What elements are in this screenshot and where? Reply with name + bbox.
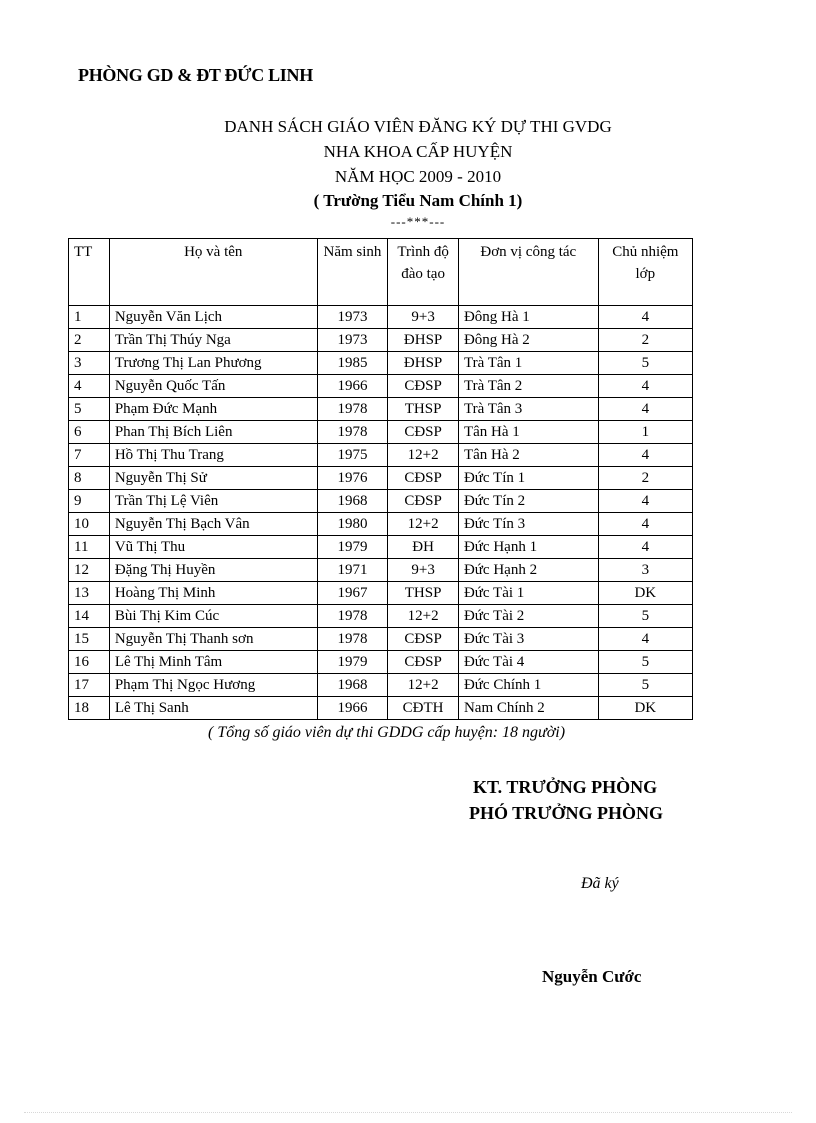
birth-year-cell: 1978 — [317, 605, 388, 628]
homeroom-class-cell: 2 — [598, 467, 692, 490]
qualification-cell: THSP — [388, 398, 459, 421]
birth-year-cell: 1967 — [317, 582, 388, 605]
table-row — [69, 444, 693, 467]
table-row — [69, 375, 693, 398]
total-summary: ( Tổng số giáo viên dự thi GDDG cấp huyện: 18 người) — [208, 724, 566, 741]
workplace-cell: Đức Tài 1 — [458, 582, 598, 605]
department-name: PHÒNG GD & ĐT ĐỨC LINH — [78, 65, 313, 85]
qualification-cell: 9+3 — [388, 559, 459, 582]
birth-year-cell: 1985 — [317, 352, 388, 375]
workplace-cell: Đức Tín 1 — [458, 467, 598, 490]
qualification-cell: 9+3 — [388, 306, 459, 329]
index-cell: 2 — [69, 329, 110, 352]
index-cell: 6 — [69, 421, 110, 444]
qualification-cell: THSP — [388, 582, 459, 605]
title-divider: ---***--- — [390, 214, 446, 229]
document-title-line-2: NHA KHOA CẤP HUYỆN — [323, 142, 513, 161]
signed-note: Đã ký — [581, 875, 619, 892]
workplace-cell: Trà Tân 3 — [458, 398, 598, 421]
qualification-cell: 12+2 — [388, 674, 459, 697]
birth-year-cell: 1973 — [317, 306, 388, 329]
qualification-cell: ĐH — [388, 536, 459, 559]
index-cell: 10 — [69, 513, 110, 536]
index-cell: 18 — [69, 697, 110, 720]
homeroom-class-cell: 4 — [598, 490, 692, 513]
birth-year-cell: 1966 — [317, 697, 388, 720]
name-cell: Trần Thị Lệ Viên — [109, 490, 317, 513]
table-row — [69, 306, 693, 329]
workplace-cell: Nam Chính 2 — [458, 697, 598, 720]
homeroom-class-cell: 1 — [598, 421, 692, 444]
homeroom-class-cell: 4 — [598, 536, 692, 559]
birth-year-cell: 1968 — [317, 674, 388, 697]
workplace-cell: Đức Hạnh 2 — [458, 559, 598, 582]
name-cell: Lê Thị Minh Tâm — [109, 651, 317, 674]
school-name: ( Trường Tiểu Nam Chính 1) — [313, 191, 523, 210]
homeroom-class-cell: 4 — [598, 513, 692, 536]
index-cell: 15 — [69, 628, 110, 651]
index-cell: 3 — [69, 352, 110, 375]
table-row — [69, 490, 693, 513]
birth-year-cell: 1966 — [317, 375, 388, 398]
birth-year-cell: 1975 — [317, 444, 388, 467]
name-cell: Nguyễn Thị Bạch Vân — [109, 513, 317, 536]
document-title-line-1: DANH SÁCH GIÁO VIÊN ĐĂNG KÝ DỰ THI GVDG — [224, 117, 612, 136]
index-cell: 9 — [69, 490, 110, 513]
name-cell: Nguyễn Thị Thanh sơn — [109, 628, 317, 651]
qualification-cell: CĐSP — [388, 490, 459, 513]
table-row — [69, 536, 693, 559]
table-row — [69, 674, 693, 697]
school-year: NĂM HỌC 2009 - 2010 — [334, 167, 502, 186]
index-cell: 14 — [69, 605, 110, 628]
homeroom-class-cell: 5 — [598, 605, 692, 628]
column-header-birth-year: Năm sinh — [317, 239, 388, 306]
qualification-cell: CĐTH — [388, 697, 459, 720]
homeroom-class-cell: 5 — [598, 674, 692, 697]
homeroom-class-cell: 3 — [598, 559, 692, 582]
name-cell: Phan Thị Bích Liên — [109, 421, 317, 444]
table-row — [69, 513, 693, 536]
qualification-cell: CĐSP — [388, 651, 459, 674]
qualification-cell: CĐSP — [388, 628, 459, 651]
qualification-cell: ĐHSP — [388, 352, 459, 375]
qualification-cell: CĐSP — [388, 467, 459, 490]
homeroom-class-cell: 4 — [598, 628, 692, 651]
column-header-homeroom-class: Chủ nhiệm lớp — [598, 239, 692, 306]
qualification-cell: CĐSP — [388, 375, 459, 398]
index-cell: 17 — [69, 674, 110, 697]
homeroom-class-cell: 2 — [598, 329, 692, 352]
homeroom-class-cell: 4 — [598, 398, 692, 421]
table-row — [69, 559, 693, 582]
workplace-cell: Tân Hà 1 — [458, 421, 598, 444]
homeroom-class-cell: 4 — [598, 375, 692, 398]
qualification-cell: 12+2 — [388, 513, 459, 536]
workplace-cell: Đông Hà 2 — [458, 329, 598, 352]
workplace-cell: Trà Tân 2 — [458, 375, 598, 398]
table-row — [69, 329, 693, 352]
birth-year-cell: 1968 — [317, 490, 388, 513]
table-row — [69, 582, 693, 605]
index-cell: 7 — [69, 444, 110, 467]
birth-year-cell: 1976 — [317, 467, 388, 490]
column-header-qualification: Trình độ đào tạo — [388, 239, 459, 306]
column-header-workplace: Đơn vị công tác — [458, 239, 598, 306]
column-header-name: Họ và tên — [109, 239, 317, 306]
table-row — [69, 352, 693, 375]
birth-year-cell: 1979 — [317, 651, 388, 674]
qualification-cell: 12+2 — [388, 444, 459, 467]
homeroom-class-cell: 5 — [598, 352, 692, 375]
table-row — [69, 697, 693, 720]
birth-year-cell: 1973 — [317, 329, 388, 352]
workplace-cell: Đức Tín 3 — [458, 513, 598, 536]
table-row — [69, 651, 693, 674]
workplace-cell: Đức Tài 2 — [458, 605, 598, 628]
birth-year-cell: 1978 — [317, 398, 388, 421]
table-row — [69, 398, 693, 421]
birth-year-cell: 1978 — [317, 421, 388, 444]
workplace-cell: Đức Tài 3 — [458, 628, 598, 651]
index-cell: 1 — [69, 306, 110, 329]
birth-year-cell: 1979 — [317, 536, 388, 559]
qualification-cell: ĐHSP — [388, 329, 459, 352]
name-cell: Trương Thị Lan Phương — [109, 352, 317, 375]
index-cell: 5 — [69, 398, 110, 421]
index-cell: 16 — [69, 651, 110, 674]
name-cell: Trần Thị Thúy Nga — [109, 329, 317, 352]
homeroom-class-cell: 5 — [598, 651, 692, 674]
name-cell: Nguyễn Quốc Tấn — [109, 375, 317, 398]
signer-title-line-1: KT. TRƯỞNG PHÒNG — [473, 777, 658, 797]
column-header-index: TT — [69, 239, 110, 306]
name-cell: Nguyễn Thị Sử — [109, 467, 317, 490]
birth-year-cell: 1978 — [317, 628, 388, 651]
table-row — [69, 605, 693, 628]
workplace-cell: Đức Chính 1 — [458, 674, 598, 697]
workplace-cell: Trà Tân 1 — [458, 352, 598, 375]
index-cell: 13 — [69, 582, 110, 605]
workplace-cell: Tân Hà 2 — [458, 444, 598, 467]
table-header-row — [69, 239, 693, 306]
qualification-cell: 12+2 — [388, 605, 459, 628]
index-cell: 4 — [69, 375, 110, 398]
workplace-cell: Đức Hạnh 1 — [458, 536, 598, 559]
name-cell: Nguyễn Văn Lịch — [109, 306, 317, 329]
table-row — [69, 421, 693, 444]
page-bottom-rule — [24, 1112, 792, 1113]
homeroom-class-cell: 4 — [598, 444, 692, 467]
name-cell: Hồ Thị Thu Trang — [109, 444, 317, 467]
workplace-cell: Đức Tài 4 — [458, 651, 598, 674]
name-cell: Hoàng Thị Minh — [109, 582, 317, 605]
homeroom-class-cell: DK — [598, 582, 692, 605]
workplace-cell: Đông Hà 1 — [458, 306, 598, 329]
name-cell: Vũ Thị Thu — [109, 536, 317, 559]
signer-title-line-2: PHÓ TRƯỞNG PHÒNG — [469, 803, 664, 823]
name-cell: Lê Thị Sanh — [109, 697, 317, 720]
name-cell: Phạm Thị Ngọc Hương — [109, 674, 317, 697]
signer-name: Nguyễn Cước — [542, 967, 642, 986]
birth-year-cell: 1980 — [317, 513, 388, 536]
index-cell: 11 — [69, 536, 110, 559]
name-cell: Bùi Thị Kim Cúc — [109, 605, 317, 628]
name-cell: Phạm Đức Mạnh — [109, 398, 317, 421]
homeroom-class-cell: DK — [598, 697, 692, 720]
name-cell: Đặng Thị Huyền — [109, 559, 317, 582]
qualification-cell: CĐSP — [388, 421, 459, 444]
table-row — [69, 628, 693, 651]
table-row — [69, 467, 693, 490]
birth-year-cell: 1971 — [317, 559, 388, 582]
homeroom-class-cell: 4 — [598, 306, 692, 329]
index-cell: 12 — [69, 559, 110, 582]
teacher-list-table — [68, 238, 693, 720]
workplace-cell: Đức Tín 2 — [458, 490, 598, 513]
index-cell: 8 — [69, 467, 110, 490]
